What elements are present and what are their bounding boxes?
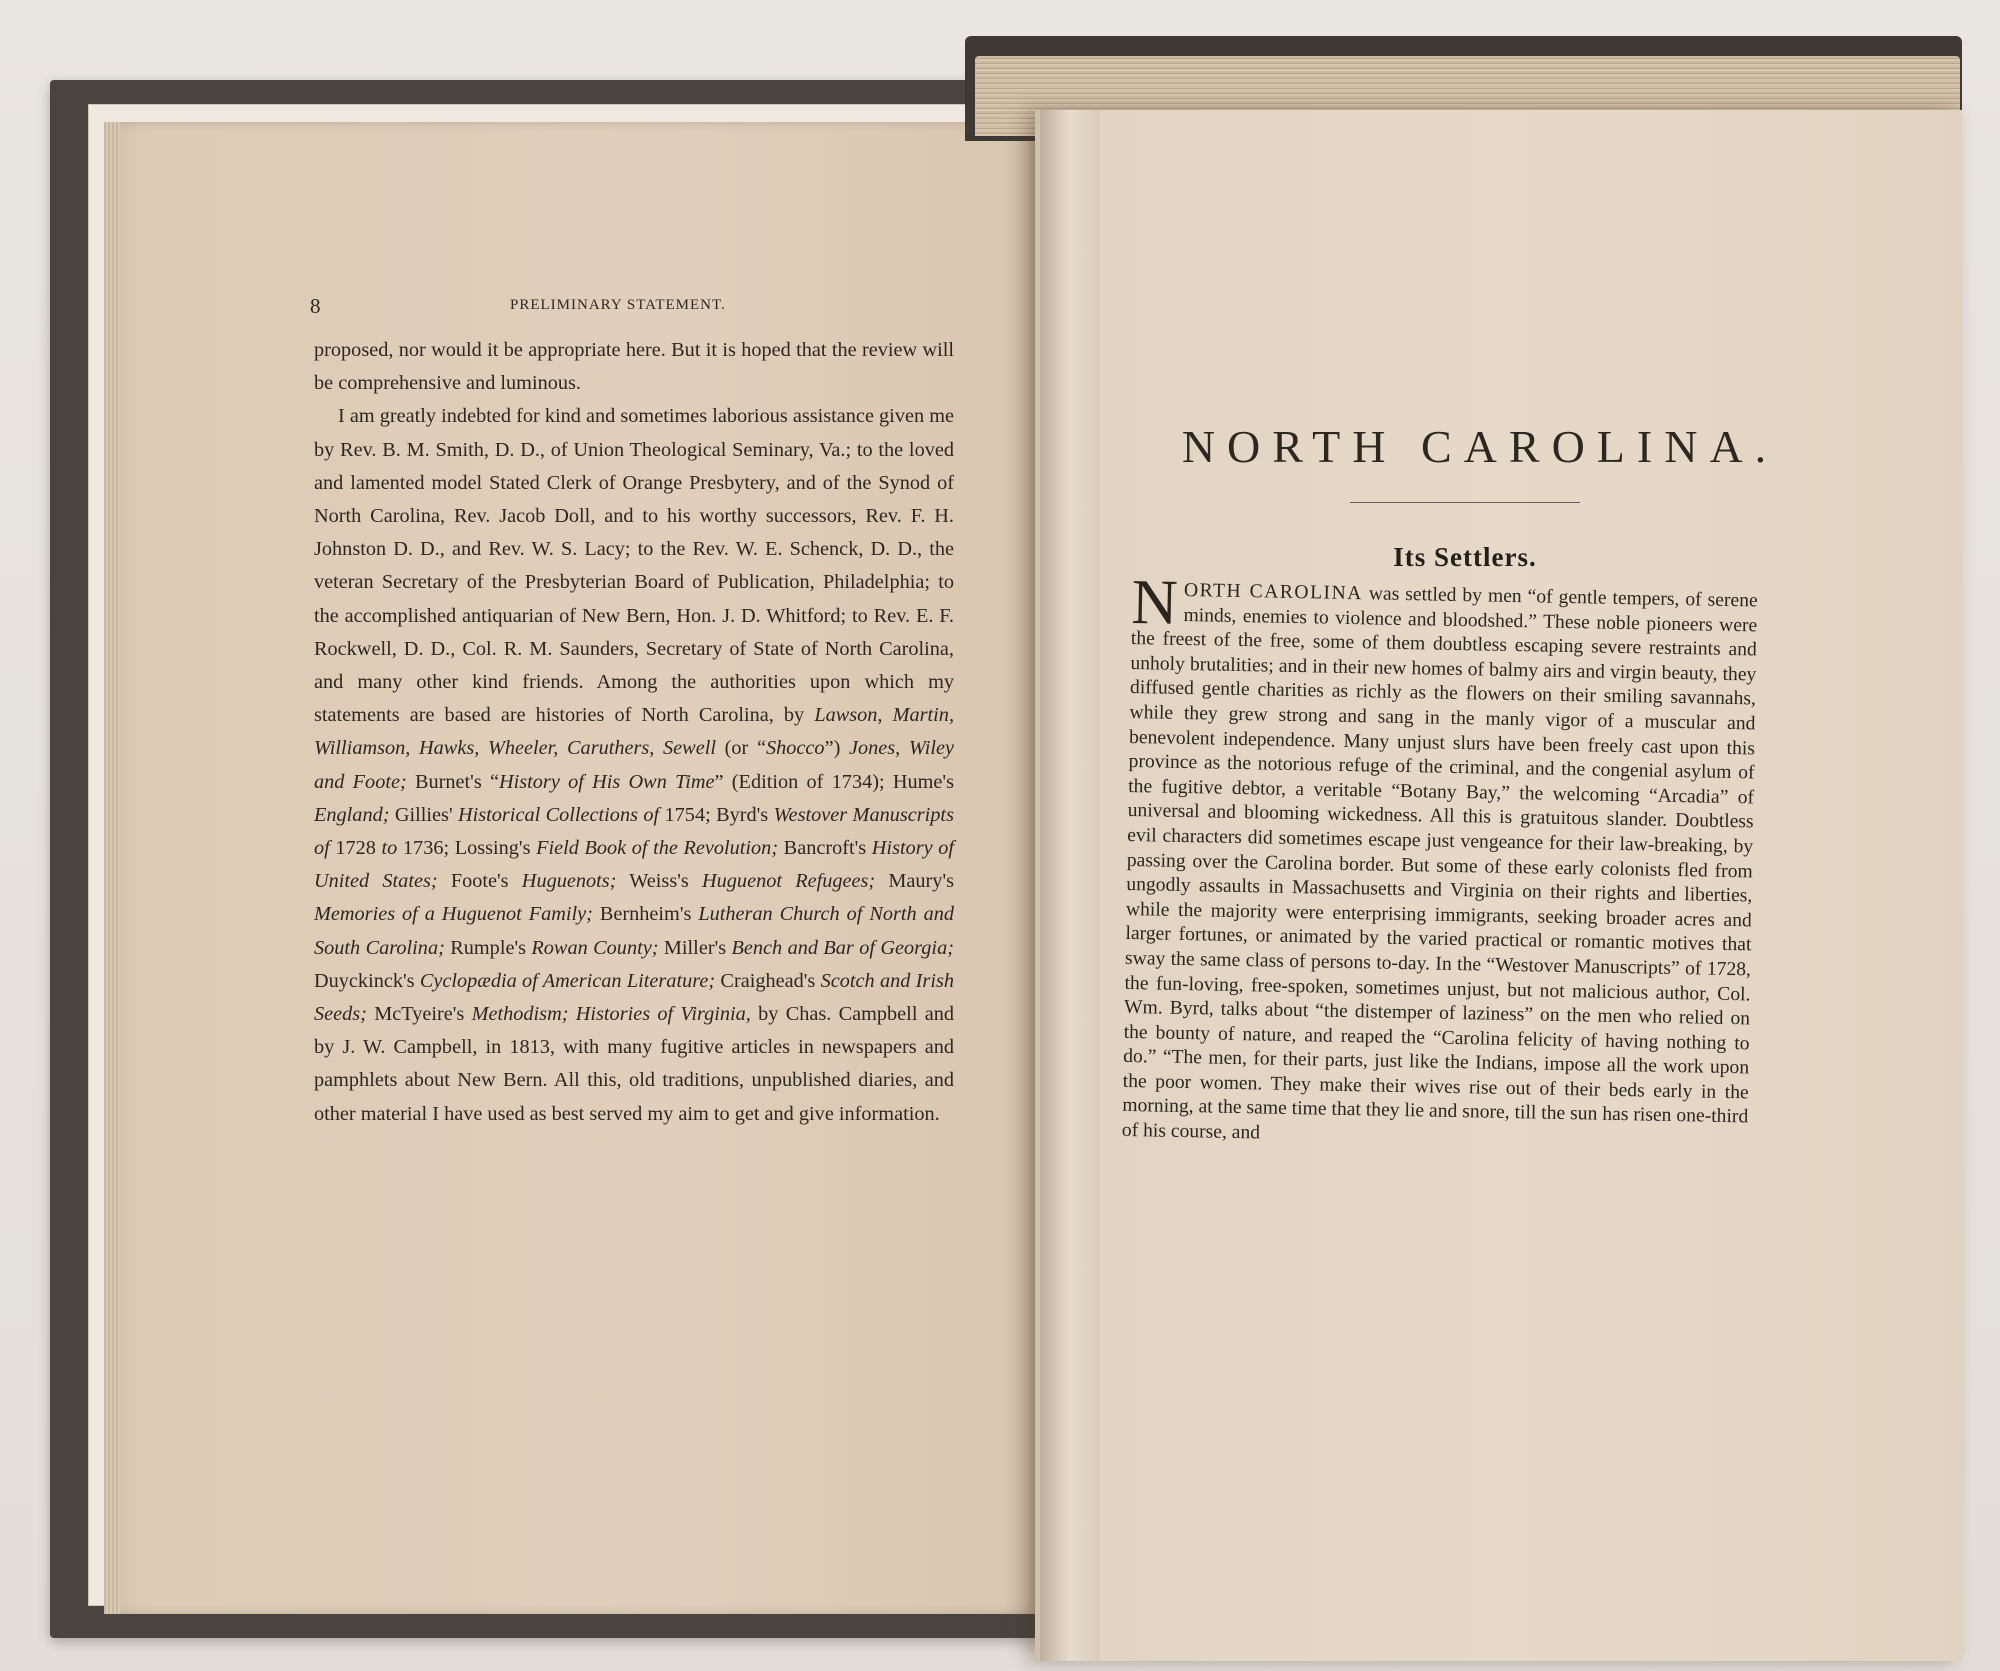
body-text: was settled by men “of gentle tempers, of serene minds, enemies to violence and bloodshed.” These noble pioneers were the freest of the free, some of them doubtless escaping severe restraints and unholy brutalities; and in their new homes of balmy airs and virgin beauty, they diffused gentle charities as richly as the flowers on their smiling savannahs, while they grew strong and sang in the manly vigor of a muscular and benevolent independence. Many unjust slurs have been freely cast upon this province as the notorious refuge of the criminal, and the congenial asylum of the fugitive debtor, a veritable “Botany Bay,” the welcoming “Arcadia” of universal and blooming wickedness. All this is gratuitous slander. Doubtless evil characters did sometimes escape just vengeance for their law-breaking, by passing over the Carolina border. But some of these early colonists fled from ungodly assaults in Massachusetts and Virginia on their rights and liberties, while the majority were enterprising immigrants, seeking broader acres and larger fortunes, or animated by the varied practical or romantic motives that sway the same class of persons to-day. In the “Westover Manuscripts” of 1728, the fun-loving, free-spoken, sometimes unjust, but not malicious author, Col. Wm. Byrd, talks about “the distemper of laziness” on the men who relied on the bounty of nature, and reaped the “Carolina felicity of having nothing to do.” “The men, for their parts, just like the Indians, impose all the work upon the poor women. They make their wives rise out of their beds early in the morning, at the same time that they lie and snore, till the sun has risen one-third of his course, and (1121, 583, 1758, 1144)
gutter (1040, 110, 1100, 1661)
running-head: PRELIMINARY STATEMENT. (510, 297, 726, 313)
paragraph (1121, 566, 1758, 1155)
page-number: 8 (310, 294, 321, 318)
left-page-edge (104, 122, 120, 1614)
left-page-text (314, 334, 954, 1131)
paragraph: I am greatly indebted for kind and sometimes laborious assistance given me by Rev. B. M. Smith, D. D., of Union Theological Seminary, Va.; to the loved and lamented model Stated Clerk of Orange Presbytery, and of the Synod of North Carolina, Rev. Jacob Doll, and to his worthy successors, Rev. F. H. Johnston D. D., and Rev. W. S. Lacy; to the Rev. W. E. Schenck, D. D., the veteran Secretary of the Presbyterian Board of Publication, Philadelphia; to the accomplished antiquarian of New Bern, Hon. J. D. Whitford; to Rev. E. F. Rockwell, D. D., Col. R. M. Saunders, Secretary of State of North Carolina, and many other kind friends. Among the authorities upon which my statements are based are histories of North Carolina, by Lawson, Martin, Williamson, Hawks, Wheeler, Caruthers, Sewell (or “Shocco”) Jones, Wiley and Foote; Burnet's “History of His Own Time” (Edition of 1734); Hume's England; Gillies' Historical Collections of 1754; Byrd's Westover Manuscripts of 1728 to 1736; Lossing's Field Book of the Revolution; Bancroft's History of United States; Foote's Huguenots; Weiss's Huguenot Refugees; Maury's Memories of a Huguenot Family; Bernheim's Lutheran Church of North and South Carolina; Rumple's Rowan County; Miller's Bench and Bar of Georgia; Duyckinck's Cyclopædia of American Literature; Craighead's Scotch and Irish Seeds; McTyeire's Methodism; Histories of Virginia, by Chas. Campbell and by J. W. Campbell, in 1813, with many fugitive articles in newspapers and pamphlets about New Bern. All this, old traditions, unpublished diaries, and other material I have used as best served my aim to get and give information. (314, 405, 955, 1125)
paragraph: proposed, nor would it be appropriate here. But it is hoped that the review will be comprehensive and luminous. (314, 339, 954, 395)
lead-caps: ORTH CAROLINA (1183, 579, 1364, 605)
left-page-header (310, 294, 960, 318)
title-rule (1350, 502, 1580, 503)
right-page-text (1121, 566, 1758, 1155)
chapter-title: NORTH CAROLINA. (1181, 421, 1779, 472)
section-heading: Its Settlers. (1393, 542, 1537, 572)
drop-cap: N (1130, 566, 1179, 638)
